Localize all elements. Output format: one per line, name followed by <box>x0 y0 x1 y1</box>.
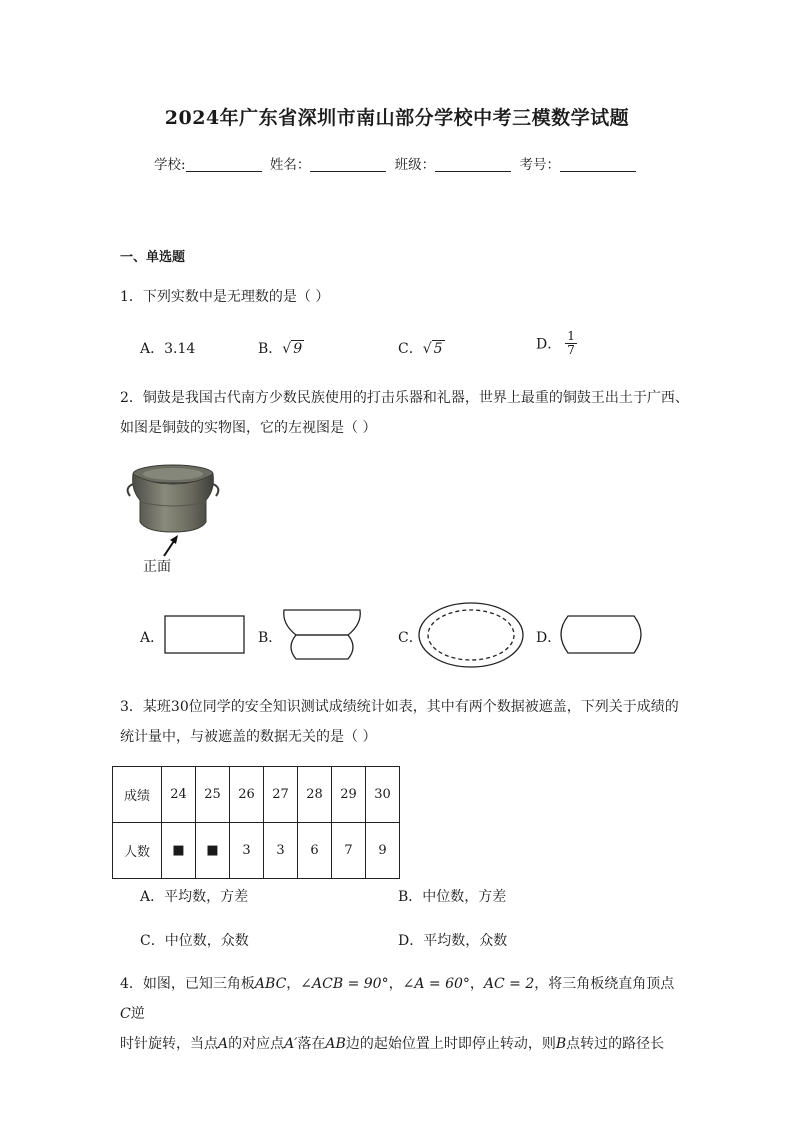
q4-sep: ， <box>388 976 403 992</box>
section-heading: 一、单选题 <box>120 250 186 265</box>
table-cell: 6 <box>298 823 332 879</box>
table-cell: 24 <box>162 767 196 823</box>
q4-text: 点转过的路径长 <box>566 1036 665 1052</box>
table-cell: 28 <box>298 767 332 823</box>
q2-option-c-label: C． <box>398 630 423 646</box>
fraction <box>565 330 577 357</box>
q4-side-ab: AB <box>325 1036 346 1052</box>
q4-text: 4．如图，已知三角板 <box>120 976 255 992</box>
q2-option-a-label: A． <box>140 630 165 646</box>
number-blank <box>560 157 636 172</box>
table-cell: 30 <box>366 767 400 823</box>
sqrt-symbol: √ 5 <box>422 341 443 357</box>
table-row <box>113 767 400 823</box>
student-info-line <box>0 153 794 173</box>
table-cell: 29 <box>332 767 366 823</box>
q4-stem <box>120 969 680 1059</box>
q4-point-a: A <box>218 1036 229 1052</box>
q1-option-c-label: C． <box>398 341 423 357</box>
q3-line2: 统计量中，与被遮盖的数据无关的是（ ） <box>120 729 377 745</box>
q2-option-d-shape <box>558 614 644 656</box>
class-label: 班级： <box>394 157 436 173</box>
q4-point-b: B <box>555 1036 567 1052</box>
q1-option-d-numerator: 1 <box>567 329 575 343</box>
q3-option-d: D．平均数，众数 <box>398 933 508 949</box>
q4-angle-acb: ∠ACB = 90° <box>300 976 389 992</box>
table-row <box>113 823 400 879</box>
q3-option-b: B．中位数，方差 <box>398 889 507 905</box>
page-title: 2024年广东省深圳市南山部分学校中考三模数学试题 <box>164 107 630 129</box>
q1-option-b-radicand: 9 <box>293 341 303 357</box>
table-header-cell: 成绩 <box>113 767 162 823</box>
q2-line2: 如图是铜鼓的实物图，它的左视图是（ ） <box>120 420 377 436</box>
table-cell: 26 <box>230 767 264 823</box>
q1-option-a <box>140 338 195 358</box>
q1-stem: 1．下列实数中是无理数的是（ ） <box>120 289 330 305</box>
q2-option-b-shape <box>280 608 364 662</box>
q4-triangle: ABC <box>254 976 287 992</box>
q4-line1 <box>120 969 680 1029</box>
table-header-cell: 人数 <box>113 823 162 879</box>
q4-text: 的对应点 <box>228 1036 285 1052</box>
q4-angle-a: ∠A = 60° <box>402 976 470 992</box>
q2-option-a-rectangle <box>164 615 246 655</box>
school-label: 学校: <box>154 157 186 173</box>
name-blank <box>310 157 386 172</box>
q1-option-a-label: A． <box>140 341 165 357</box>
q4-sep: ， <box>286 976 301 992</box>
q2-option-b-label: B． <box>258 630 283 646</box>
q3-stem <box>120 692 679 752</box>
q4-text: 落在 <box>297 1036 326 1052</box>
table-cell-masked: ■ <box>196 823 230 879</box>
q2-line1: 2．铜鼓是我国古代南方少数民族使用的打击乐器和礼器，世界上最重的铜鼓王出土于广西、 <box>120 390 689 406</box>
bronze-drum-image <box>126 462 221 562</box>
table-cell: 7 <box>332 823 366 879</box>
q3-option-a: A．平均数，方差 <box>140 889 249 905</box>
q3-option-c: C．中位数，众数 <box>140 933 249 949</box>
q2-stem <box>120 383 689 443</box>
q4-text: 时针旋转，当点 <box>120 1036 218 1052</box>
q4-text: ，将三角板绕直角顶点 <box>534 976 675 992</box>
q4-point-c: C <box>120 1006 131 1022</box>
q1-option-d <box>536 330 577 357</box>
q4-ac-length: AC = 2 <box>483 976 535 992</box>
q1-option-b <box>258 338 304 358</box>
q1-option-d-label: D． <box>536 336 562 353</box>
q1-option-d-denominator: 7 <box>567 343 575 357</box>
table-cell: 25 <box>196 767 230 823</box>
table-cell: 3 <box>264 823 298 879</box>
q1-option-a-value: 3.14 <box>164 341 196 357</box>
q4-line2 <box>120 1029 680 1059</box>
q1-option-b-label: B． <box>258 341 283 357</box>
table-cell-masked: ■ <box>162 823 196 879</box>
q1-option-c-radicand: 5 <box>433 341 443 357</box>
front-label: 正面 <box>143 559 171 575</box>
table-cell: 27 <box>264 767 298 823</box>
table-cell: 3 <box>230 823 264 879</box>
table-cell: 9 <box>366 823 400 879</box>
q2-option-d-label: D． <box>536 630 562 646</box>
q3-line1: 3．某班30位同学的安全知识测试成绩统计如表，其中有两个数据被遮盖，下列关于成绩的 <box>120 699 679 715</box>
score-table <box>112 766 400 879</box>
q4-sep: ， <box>469 976 484 992</box>
class-blank <box>435 157 511 172</box>
q4-point-a-prime: A′ <box>284 1036 298 1052</box>
school-blank <box>186 157 262 172</box>
name-label: 姓名： <box>269 157 311 173</box>
q4-text: 边的起始位置上时即停止转动，则 <box>345 1036 556 1052</box>
q2-option-c-ellipses <box>416 600 526 670</box>
sqrt-symbol: √ 9 <box>282 341 303 357</box>
q1-option-c <box>398 338 445 358</box>
number-label: 考号： <box>519 157 560 173</box>
q4-text: 逆 <box>130 1006 145 1022</box>
